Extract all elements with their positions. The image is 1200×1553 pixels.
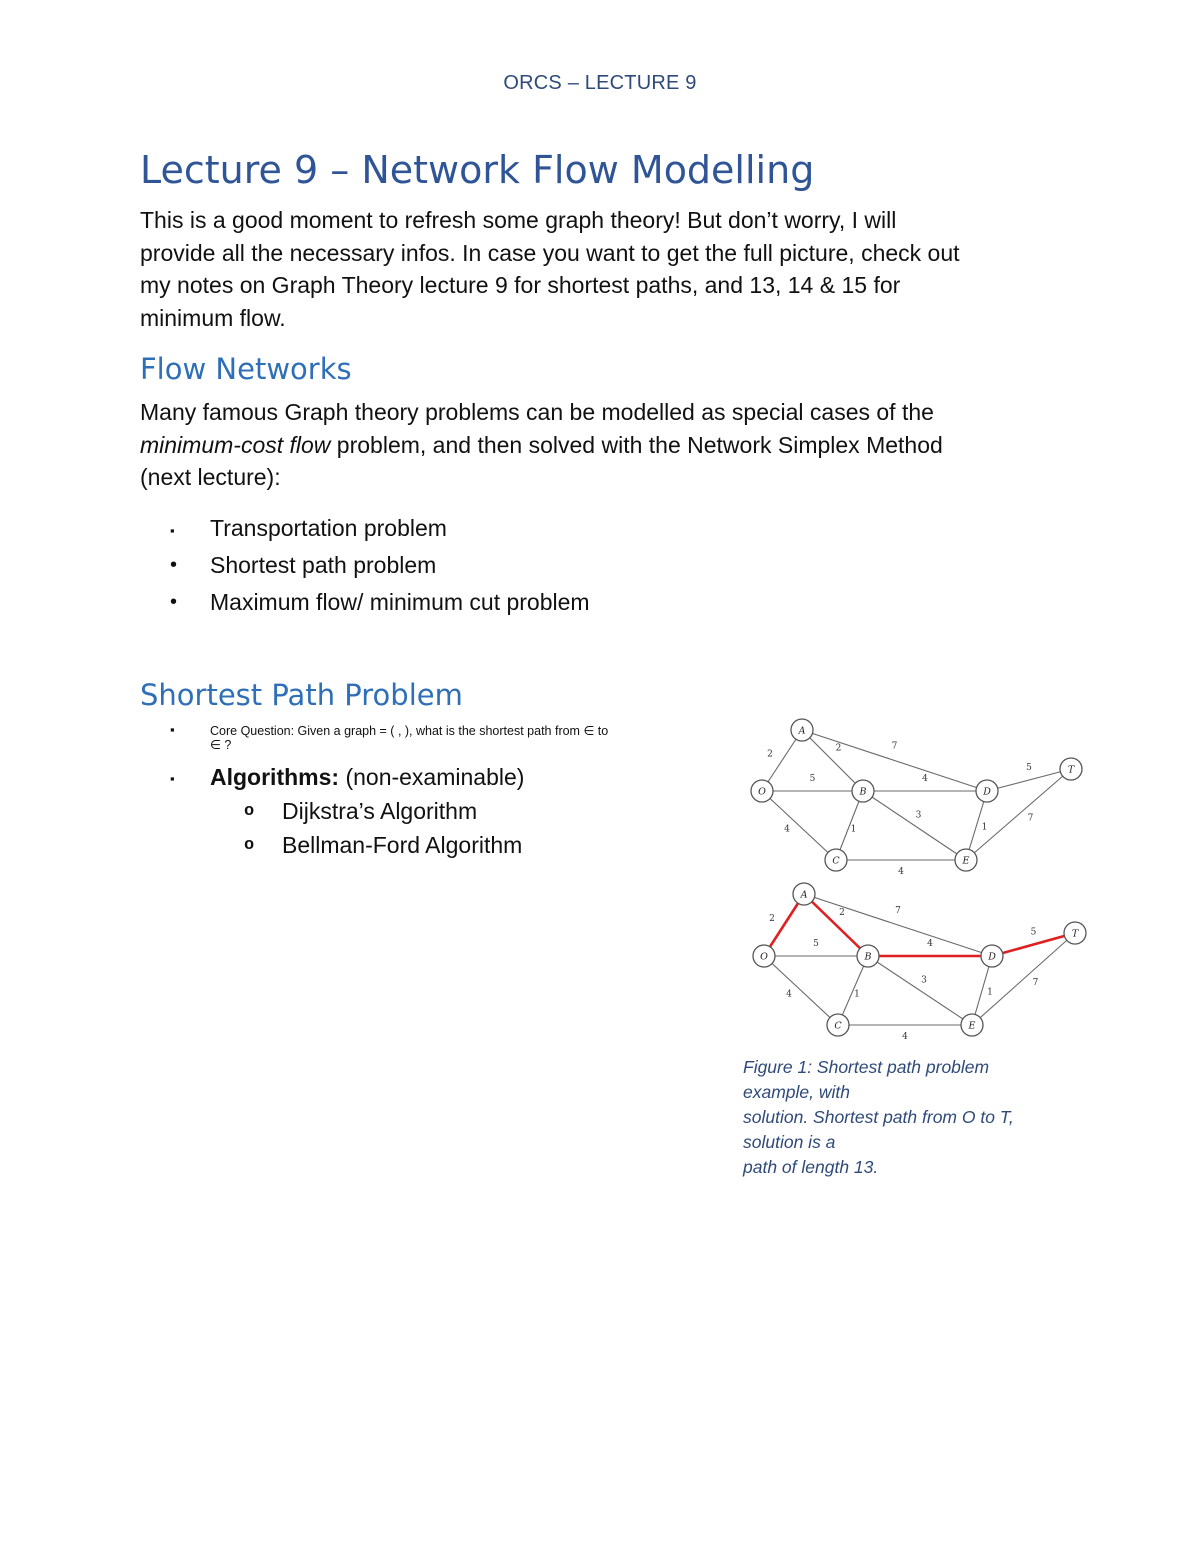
edge-weight-label: 4 — [927, 939, 933, 949]
edge-weight-label: 4 — [898, 867, 904, 877]
edge-weight-label: 3 — [921, 975, 927, 986]
edge-weight-label: 7 — [1032, 978, 1039, 988]
graph-edge-A-D — [802, 730, 987, 791]
edge-weight-label: 1 — [987, 987, 993, 998]
edge-weight-label: 4 — [902, 1032, 908, 1042]
flow-networks-heading: Flow Networks — [140, 352, 352, 386]
graph-node-label: O — [760, 951, 768, 963]
graph-edge-B-E — [868, 956, 972, 1025]
list-item — [140, 510, 590, 547]
bullet-square-icon: ▪ — [170, 523, 175, 538]
edge-weight-label: 7 — [895, 906, 901, 916]
graph-node-label: B — [864, 951, 872, 963]
graph-node-label: D — [988, 951, 996, 963]
figure-caption — [743, 1055, 1043, 1180]
edge-weight-label: 4 — [786, 989, 792, 1000]
problem-list — [140, 510, 590, 621]
graph-edge-O-C — [764, 956, 838, 1025]
shortest-path-list — [140, 720, 720, 862]
list-item-text: Maximum flow/ minimum cut problem — [210, 589, 590, 615]
edge-weight-label: 7 — [891, 741, 898, 752]
core-question-line-1: Core Question: Given a graph = ( , ), what is the shortest path from ∈ to — [210, 724, 609, 738]
caption-line-2: example, with — [743, 1082, 850, 1102]
bullet-square-icon: ▪ — [170, 771, 175, 786]
core-question-line-2: ∈ ? — [210, 738, 232, 752]
edge-weight-label: 7 — [1027, 813, 1034, 824]
edge-weight-label: 5 — [809, 774, 816, 784]
list-item — [140, 584, 590, 621]
edge-weight-label: 4 — [784, 824, 790, 835]
sub-bullet-icon: o — [244, 836, 255, 855]
edge-weight-label: 3 — [915, 810, 922, 821]
intro-paragraph — [140, 204, 1058, 334]
shortest-path-heading: Shortest Path Problem — [140, 678, 463, 712]
graph-solution — [753, 883, 1086, 1042]
bullet-dot-icon: • — [170, 554, 178, 576]
list-item-text: Transportation problem — [210, 515, 447, 541]
list-item — [140, 828, 720, 862]
page-title: Lecture 9 – Network Flow Modelling — [140, 148, 815, 192]
flow-line-3: (next lecture): — [140, 464, 281, 490]
shortest-path-figure — [740, 712, 1100, 1052]
intro-line-3: my notes on Graph Theory lecture 9 for shortest paths, and 13, 14 & 15 for — [140, 272, 901, 298]
flow-networks-paragraph — [140, 396, 1058, 494]
flow-line-2 — [140, 429, 1058, 462]
sub-bullet-icon: o — [244, 802, 255, 821]
algorithm-dijkstra: Dijkstra’s Algorithm — [282, 798, 478, 824]
graph-edge-B-E — [863, 791, 966, 860]
graph-node-label: C — [832, 855, 840, 867]
graph-edge-A-D — [804, 894, 992, 956]
graph-node-label: E — [968, 1020, 976, 1032]
graph-node-label: T — [1071, 928, 1079, 940]
caption-line-4: solution is a — [743, 1132, 836, 1152]
algorithms-note: (non-examinable) — [339, 764, 525, 790]
core-question-item — [140, 720, 720, 752]
list-item — [140, 794, 720, 828]
graph-node-label: C — [834, 1020, 842, 1032]
intro-line-2: provide all the necessary infos. In case you want to get the full picture, check out — [140, 239, 960, 266]
algorithm-bellman-ford: Bellman-Ford Algorithm — [282, 832, 523, 858]
intro-line-1: This is a good moment to refresh some graph theory! But don’t worry, I will — [140, 207, 897, 233]
min-cost-flow-term: minimum-cost flow — [140, 431, 331, 458]
graph-node-label: A — [800, 889, 808, 901]
caption-line-3: solution. Shortest path from O to T, — [743, 1107, 1014, 1127]
list-item-text: Shortest path problem — [210, 552, 437, 578]
edge-weight-label: 1 — [981, 822, 988, 833]
graph-node-label: T — [1067, 764, 1075, 776]
algorithms-sublist — [140, 794, 720, 862]
edge-weight-label: 2 — [839, 908, 845, 918]
flow-line-2-rest: problem, and then solved with the Network Simplex Method — [330, 431, 943, 458]
intro-line-4: minimum flow. — [140, 304, 286, 331]
algorithms-item — [140, 760, 720, 794]
caption-line-5: path of length 13. — [743, 1157, 879, 1177]
edge-weight-label: 5 — [1026, 763, 1032, 773]
graph-node-label: E — [962, 855, 970, 867]
list-item — [140, 547, 590, 584]
caption-line-1: Figure 1: Shortest path problem — [743, 1057, 990, 1077]
flow-line-1: Many famous Graph theory problems can be modelled as special cases of the — [140, 399, 934, 425]
graph-node-label: B — [859, 786, 867, 798]
graph-problem — [751, 719, 1082, 877]
edge-weight-label: 4 — [922, 774, 928, 784]
edge-weight-label: 1 — [850, 824, 857, 835]
algorithms-sublist-wrap — [140, 794, 720, 862]
algorithms-label: Algorithms: — [210, 764, 340, 790]
graph-node-label: O — [758, 786, 766, 798]
edge-weight-label: 2 — [769, 914, 775, 924]
graph-edge-O-C — [762, 791, 836, 860]
bullet-square-icon: ▪ — [170, 722, 175, 737]
edge-weight-label: 1 — [854, 989, 860, 1000]
edge-weight-label: 2 — [767, 749, 773, 760]
graph-node-label: A — [798, 725, 806, 737]
bullet-dot-icon: • — [170, 591, 178, 613]
graph-node-label: D — [983, 786, 991, 798]
running-header: ORCS – LECTURE 9 — [503, 72, 697, 94]
edge-weight-label: 5 — [1030, 927, 1037, 938]
edge-weight-label: 2 — [835, 743, 842, 754]
edge-weight-label: 5 — [813, 939, 819, 949]
